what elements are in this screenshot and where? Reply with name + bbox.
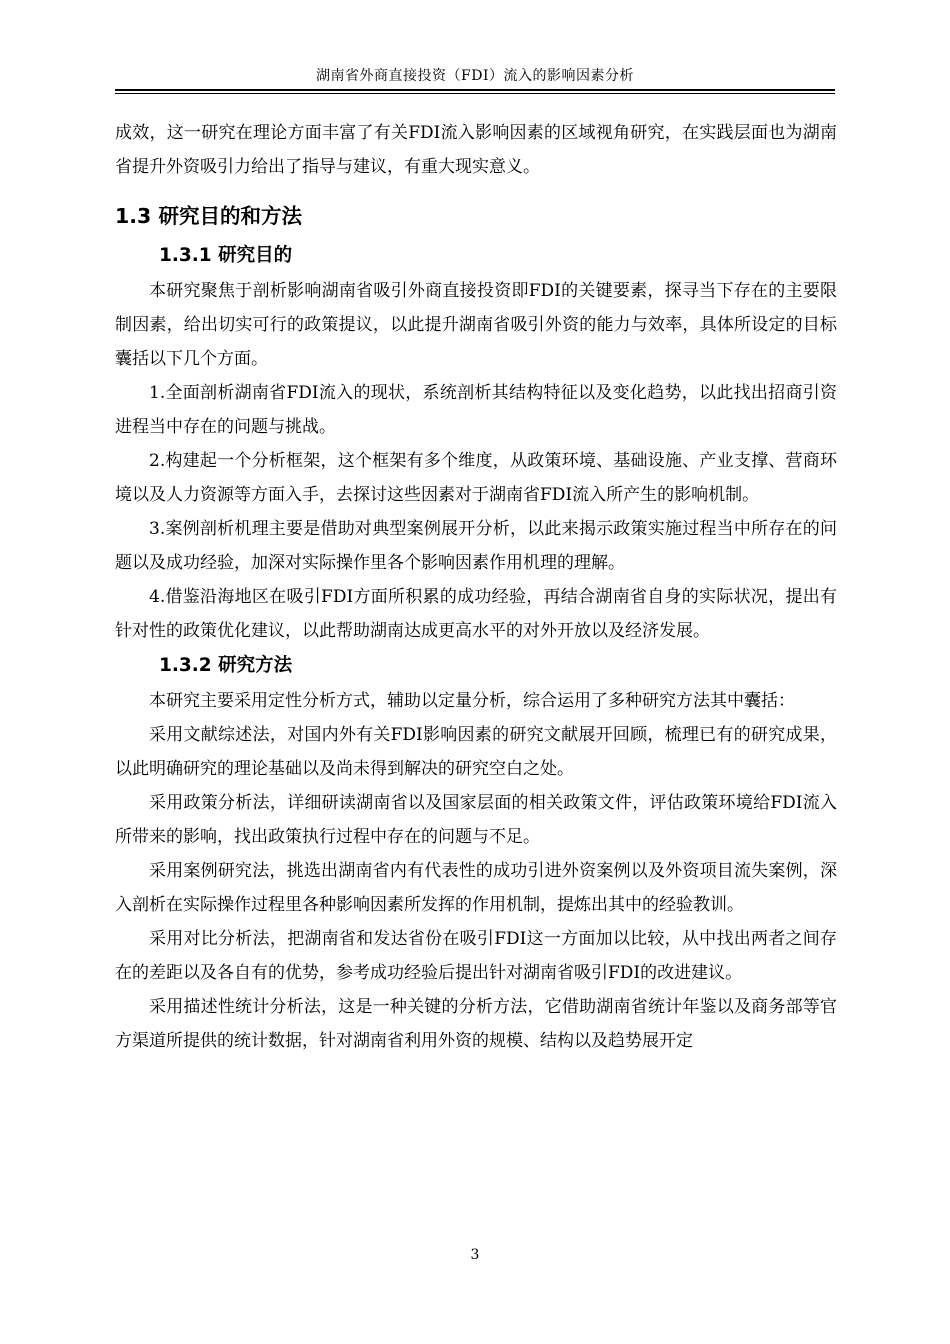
method-literature-review: 采用文献综述法，对国内外有关FDI影响因素的研究文献展开回顾，梳理已有的研究成果，以此明确研究的理论基础以及尚未得到解决的研究空白之处。: [115, 725, 837, 779]
continued-paragraph: 成效，这一研究在理论方面丰富了有关FDI流入影响因素的区域视角研究，在实践层面也为湖南省提升外资吸引力给出了指导与建议，有重大现实意义。: [115, 123, 837, 177]
method-case-study: 采用案例研究法，挑选出湖南省内有代表性的成功引进外资案例以及外资项目流失案例，深入剖析在实际操作过程里各种影响因素所发挥的作用机制，提炼出其中的经验教训。: [115, 861, 837, 915]
list-item-objective-3: 3.案例剖析机理主要是借助对典型案例展开分析，以此来揭示政策实施过程当中所存在的问题以及成功经验，加深对实际操作里各个影响因素作用机理的理解。: [115, 519, 837, 573]
subsection-heading-1-3-1: 1.3.1 研究目的: [159, 245, 293, 266]
list-item-objective-4: 4.借鉴沿海地区在吸引FDI方面所积累的成功经验，再结合湖南省自身的实际状况，提出有针对性的政策优化建议，以此帮助湖南达成更高水平的对外开放以及经济发展。: [115, 587, 837, 641]
paragraph: 本研究聚焦于剖析影响湖南省吸引外商直接投资即FDI的关键要素，探寻当下存在的主要限制因素，给出切实可行的政策提议，以此提升湖南省吸引外资的能力与效率，具体所设定的目标囊括以下几个方面。: [115, 281, 837, 369]
page-body: [115, 116, 837, 1058]
paragraph: 本研究主要采用定性分析方式，辅助以定量分析，综合运用了多种研究方法其中囊括：: [149, 691, 795, 711]
method-descriptive-statistics: 采用描述性统计分析法，这是一种关键的分析方法，它借助湖南省统计年鉴以及商务部等官方渠道所提供的统计数据，针对湖南省利用外资的规模、结构以及趋势展开定: [115, 997, 837, 1051]
page-number: 3: [470, 1247, 480, 1263]
method-policy-analysis: 采用政策分析法，详细研读湖南省以及国家层面的相关政策文件，评估政策环境给FDI流入所带来的影响，找出政策执行过程中存在的问题与不足。: [115, 793, 837, 847]
header-rule-thin: [115, 93, 835, 94]
list-item-objective-2: 2.构建起一个分析框架，这个框架有多个维度，从政策环境、基础设施、产业支撑、营商环境以及人力资源等方面入手，去探讨这些因素对于湖南省FDI流入所产生的影响机制。: [115, 451, 837, 505]
subsection-heading-1-3-2: 1.3.2 研究方法: [159, 655, 293, 676]
method-comparative-analysis: 采用对比分析法，把湖南省和发达省份在吸引FDI这一方面加以比较，从中找出两者之间存在的差距以及各自有的优势，参考成功经验后提出针对湖南省吸引FDI的改进建议。: [115, 929, 837, 983]
list-item-objective-1: 1.全面剖析湖南省FDI流入的现状，系统剖析其结构特征以及变化趋势，以此找出招商引资进程当中存在的问题与挑战。: [115, 383, 837, 437]
running-header-title: 湖南省外商直接投资（FDI）流入的影响因素分析: [316, 68, 634, 84]
header-rule-thick: [115, 89, 835, 91]
section-heading-1-3: 1.3 研究目的和方法: [115, 204, 302, 228]
